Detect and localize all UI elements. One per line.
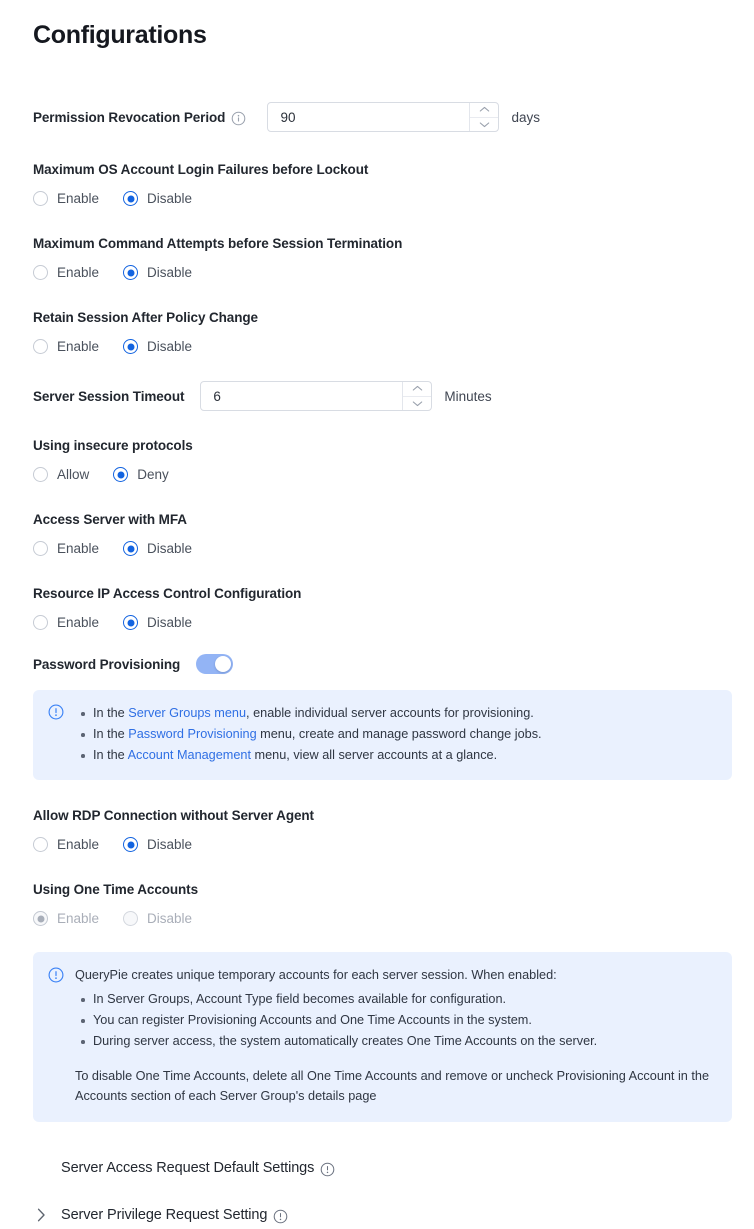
access-server-mfa-label: Access Server with MFA — [33, 512, 187, 527]
list-item — [93, 745, 716, 766]
server-session-timeout-label: Server Session Timeout — [33, 388, 185, 404]
accordion-title: Server Privilege Request Setting — [61, 1207, 268, 1223]
accordion-title: Server Access Request Default Settings — [61, 1160, 315, 1176]
field-one-time-accounts — [33, 882, 732, 926]
radio-deny[interactable] — [113, 467, 169, 482]
accordion-server-privilege-request-setting[interactable] — [33, 1201, 732, 1229]
radio-dot — [33, 541, 48, 556]
field-password-provisioning — [33, 654, 732, 674]
info-tail-text: To disable One Time Accounts, delete all One Time Accounts and remove or uncheck Provisioning Account in the Accounts section of each Server Group's details page — [75, 1069, 710, 1103]
access-server-mfa-radio-group[interactable] — [33, 541, 732, 556]
radio-dot — [123, 615, 138, 630]
radio-allow[interactable] — [33, 467, 89, 482]
radio-dot — [123, 541, 138, 556]
server-groups-menu-link[interactable]: Server Groups menu — [128, 706, 247, 720]
radio-dot — [33, 191, 48, 206]
radio-enable[interactable] — [33, 837, 99, 852]
max-command-attempts-radio-group[interactable] — [33, 265, 732, 280]
radio-label: Enable — [57, 541, 100, 556]
password-provisioning-info-box — [33, 690, 732, 780]
radio-dot — [33, 265, 48, 280]
insecure-protocols-label: Using insecure protocols — [33, 438, 193, 453]
resource-ip-access-control-label: Resource IP Access Control Configuration — [33, 586, 302, 601]
radio-label: Disable — [147, 265, 193, 280]
radio-dot — [113, 467, 128, 482]
page-title: Configurations — [33, 21, 207, 49]
item-post: , enable individual server accounts for provisioning. — [246, 706, 534, 720]
accordion-server-access-request-default-settings[interactable] — [33, 1154, 732, 1182]
field-resource-ip-access-control — [33, 586, 732, 630]
list-item: You can register Provisioning Accounts and One Time Accounts in the system. — [93, 1010, 716, 1031]
allow-rdp-radio-group[interactable] — [33, 837, 732, 852]
radio-label: Disable — [147, 837, 193, 852]
list-item: In Server Groups, Account Type field becomes available for configuration. — [93, 989, 716, 1010]
radio-dot — [33, 615, 48, 630]
resource-ip-access-control-radio-group[interactable] — [33, 615, 732, 630]
radio-label: Disable — [147, 541, 193, 556]
info-box-body — [75, 966, 716, 1106]
insecure-protocols-radio-group[interactable] — [33, 467, 732, 482]
radio-enable[interactable] — [33, 541, 99, 556]
radio-dot — [123, 911, 138, 926]
radio-dot — [123, 265, 138, 280]
item-post: menu, create and manage password change jobs. — [256, 727, 542, 741]
radio-dot — [33, 911, 48, 926]
stepper-increment-button[interactable] — [470, 103, 498, 118]
list-item — [93, 703, 716, 724]
permission-revocation-period-stepper[interactable] — [267, 102, 499, 132]
field-access-server-mfa — [33, 512, 732, 556]
permission-revocation-period-label: Permission Revocation Period — [33, 109, 226, 125]
retain-session-radio-group[interactable] — [33, 339, 732, 354]
field-allow-rdp — [33, 808, 732, 852]
allow-rdp-label: Allow RDP Connection without Server Agent — [33, 808, 314, 823]
radio-disable — [123, 911, 192, 926]
permission-revocation-period-unit: days — [511, 109, 540, 125]
info-circle-icon[interactable] — [231, 111, 246, 126]
radio-label: Allow — [57, 467, 90, 482]
radio-label: Enable — [57, 615, 100, 630]
alert-circle-icon — [48, 704, 64, 720]
radio-dot — [33, 467, 48, 482]
server-session-timeout-input[interactable] — [201, 382, 402, 410]
server-session-timeout-unit: Minutes — [444, 388, 492, 404]
field-permission-revocation-period — [33, 102, 732, 132]
radio-disable[interactable] — [123, 541, 192, 556]
toggle-knob — [215, 656, 231, 672]
field-max-command-attempts — [33, 236, 732, 280]
field-max-os-login-failures — [33, 162, 732, 206]
stepper-decrement-button[interactable] — [403, 397, 431, 411]
account-management-menu-link[interactable]: Account Management — [127, 748, 252, 762]
item-post: menu, view all server accounts at a glance. — [251, 748, 498, 762]
radio-label: Enable — [57, 911, 100, 926]
radio-label: Disable — [147, 339, 193, 354]
chevron-right-icon — [33, 1207, 49, 1223]
radio-enable[interactable] — [33, 615, 99, 630]
max-command-attempts-label: Maximum Command Attempts before Session Termination — [33, 236, 403, 251]
radio-label: Enable — [57, 191, 100, 206]
radio-disable[interactable] — [123, 339, 192, 354]
radio-enable — [33, 911, 99, 926]
chevron-right-icon — [33, 1160, 49, 1176]
alert-circle-icon — [48, 967, 64, 983]
alert-circle-icon[interactable] — [320, 1162, 335, 1177]
radio-disable[interactable] — [123, 265, 192, 280]
radio-label: Enable — [57, 339, 100, 354]
radio-enable[interactable] — [33, 339, 99, 354]
stepper-increment-button[interactable] — [403, 382, 431, 397]
radio-disable[interactable] — [123, 837, 192, 852]
radio-dot — [123, 837, 138, 852]
retain-session-label: Retain Session After Policy Change — [33, 310, 258, 325]
radio-enable[interactable] — [33, 265, 99, 280]
field-insecure-protocols — [33, 438, 732, 482]
one-time-accounts-info-box — [33, 952, 732, 1122]
info-lead-text: QueryPie creates unique temporary accounts for each server session. When enabled: — [75, 968, 557, 982]
info-list — [75, 989, 716, 1052]
radio-label: Enable — [57, 837, 100, 852]
item-pre: In the — [93, 727, 129, 741]
password-provisioning-label: Password Provisioning — [33, 656, 181, 672]
info-list — [75, 703, 716, 766]
info-box-body — [75, 703, 716, 766]
one-time-accounts-label: Using One Time Accounts — [33, 882, 198, 897]
radio-label: Disable — [147, 615, 193, 630]
radio-label: Deny — [137, 467, 169, 482]
accordion-header[interactable] — [33, 1154, 732, 1182]
item-pre: In the — [93, 706, 129, 720]
stepper-buttons[interactable] — [469, 103, 498, 131]
radio-dot — [33, 837, 48, 852]
radio-dot — [123, 339, 138, 354]
list-item — [93, 724, 716, 745]
radio-enable[interactable] — [33, 191, 99, 206]
stepper-buttons[interactable] — [402, 382, 431, 410]
max-os-login-failures-label: Maximum OS Account Login Failures before Lockout — [33, 162, 369, 177]
accordion-header[interactable] — [33, 1201, 732, 1229]
radio-dot — [123, 191, 138, 206]
field-server-session-timeout — [33, 381, 732, 411]
password-provisioning-toggle[interactable] — [196, 654, 233, 674]
one-time-accounts-radio-group — [33, 911, 732, 926]
radio-disable[interactable] — [123, 191, 192, 206]
alert-circle-icon[interactable] — [273, 1209, 288, 1224]
max-os-login-failures-radio-group[interactable] — [33, 191, 732, 206]
permission-revocation-period-input[interactable] — [268, 103, 469, 131]
list-item: During server access, the system automatically creates One Time Accounts on the server. — [93, 1031, 716, 1052]
server-session-timeout-stepper[interactable] — [200, 381, 432, 411]
radio-label: Disable — [147, 911, 193, 926]
stepper-decrement-button[interactable] — [470, 118, 498, 132]
password-provisioning-menu-link[interactable]: Password Provisioning — [128, 727, 257, 741]
radio-dot — [33, 339, 48, 354]
radio-label: Disable — [147, 191, 193, 206]
radio-label: Enable — [57, 265, 100, 280]
field-retain-session — [33, 310, 732, 354]
item-pre: In the — [93, 748, 128, 762]
radio-disable[interactable] — [123, 615, 192, 630]
